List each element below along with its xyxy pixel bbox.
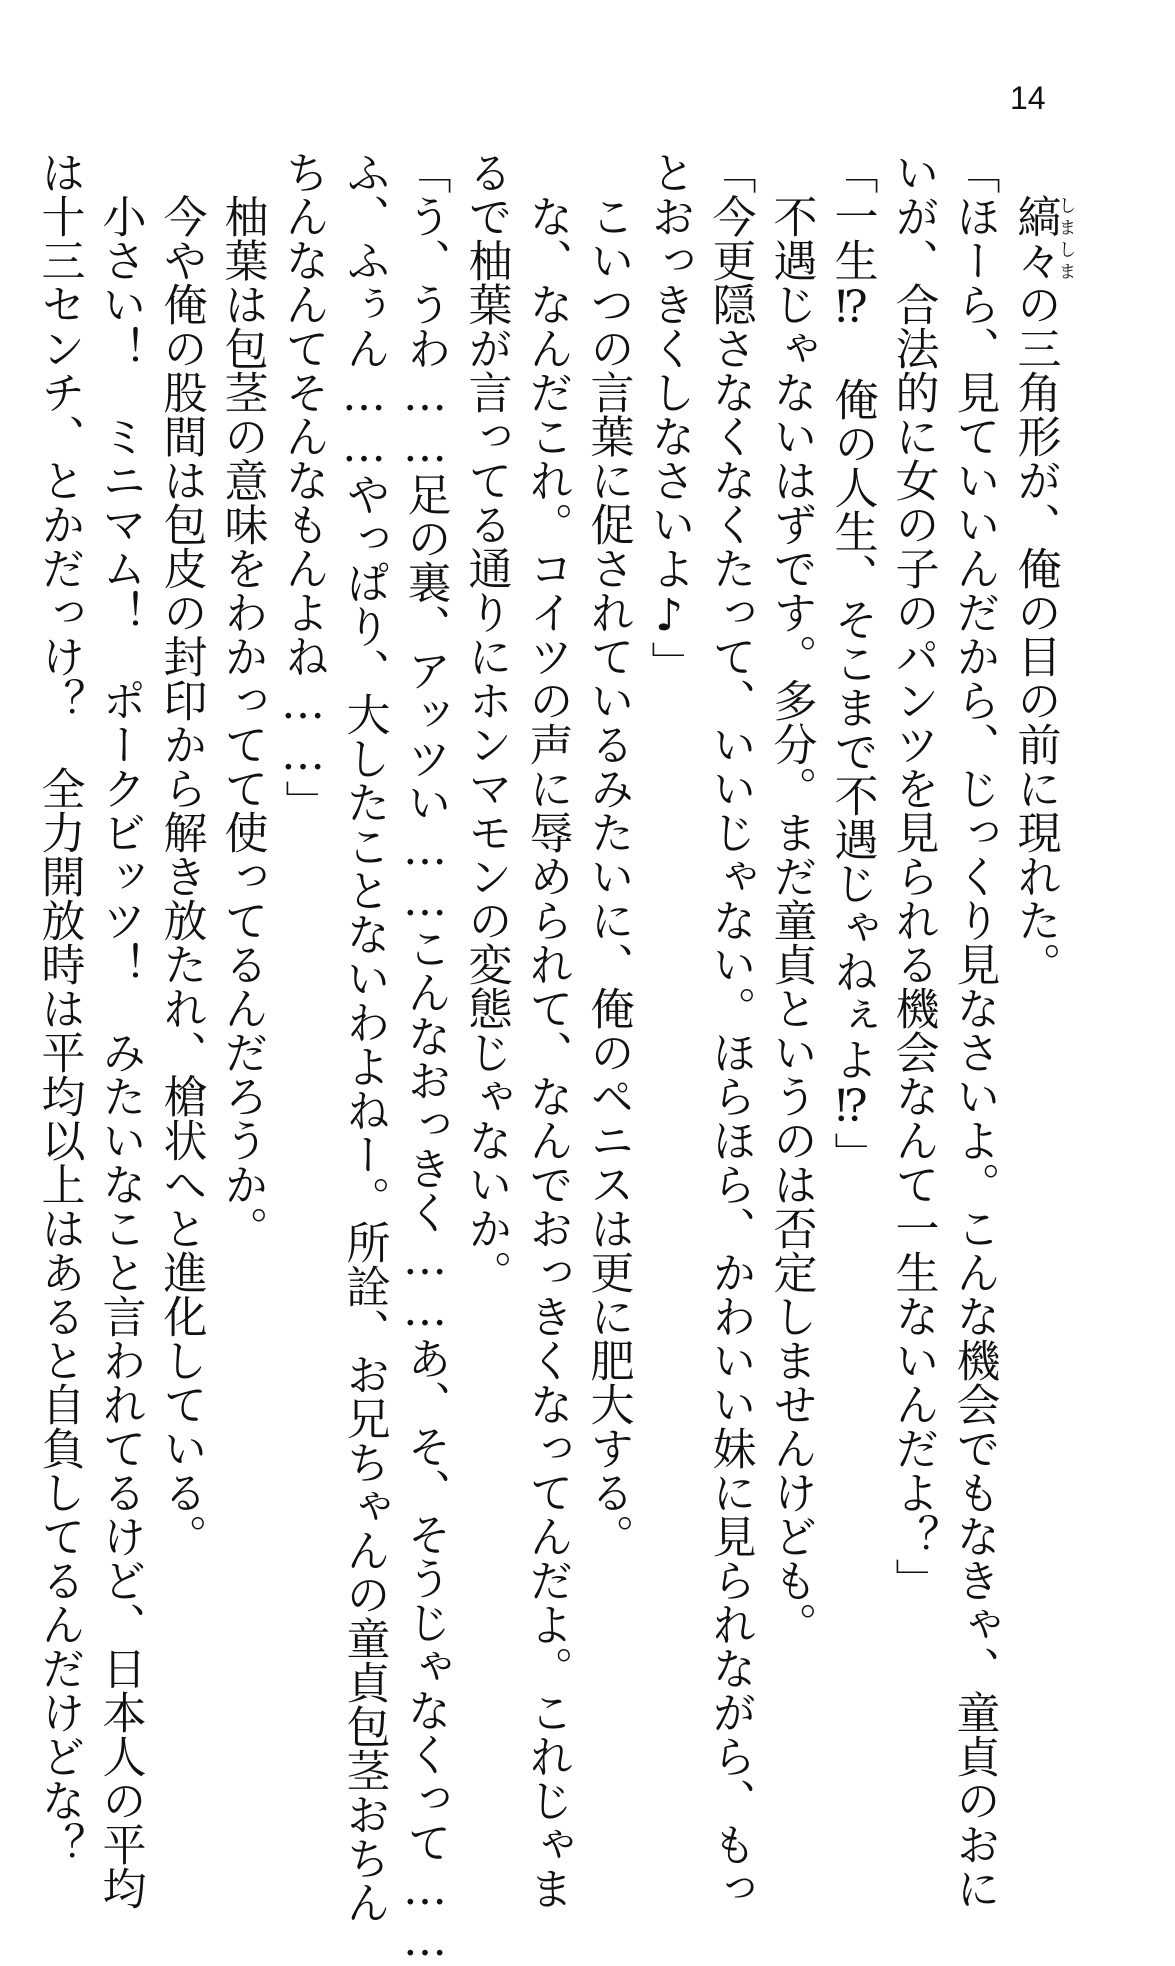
text-line-5: 不遇じゃないはずです。多分。まだ童貞というのは否定しませんけども。 [765,150,817,1646]
page-number: 14 [1010,80,1046,116]
text-line-1-rest: の三角形が、俺の目の前に現れた。 [1009,282,1061,986]
text-line-16: 小さい！ ミニマム！ ポークビッツ！ みたいなこと言われてるけど、日本人の平均 [94,150,146,1910]
ruby-base: 縞々 [1009,194,1061,282]
text-line-9: な、なんだこれ。コイツの声に辱められて、なんでおっきくなってんだよ。これじゃま [521,150,573,1910]
text-line-2: 「ほーら、見ていいんだから、じっくり見なさいよ。こんな機会でもなきゃ、童貞のおに [948,150,1000,1910]
ruby-word [1009,194,1077,282]
text-line-12: ふ、ふぅん……やっぱり、大したことないわよねー。所詮、お兄ちゃんの童貞包茎おちん [338,150,390,1924]
ruby-reading: しましま [1055,194,1077,282]
text-line-14: 柚葉は包茎の意味をわかってて使ってるんだろうか。 [216,150,268,1250]
text-line-3: いが、合法的に女の子のパンツを見られる機会なんて一生ないんだよ？」 [887,150,939,1602]
text-line-11: 「う、うわ……足の裏、アッツい……こんなおっきく……あ、そ、そうじゃなくって…… [399,150,451,1966]
text-line-13: ちんなんてそんなもんよね……」 [277,150,329,824]
text-line-17: は十三センチ、とかだっけ？ 全力開放時は平均以上はあると自負してるんだけどな？ [33,150,85,1866]
indent [1010,150,1061,194]
text-line-4: 「一生⁉ 俺の人生、そこまで不遇じゃねぇよ⁉」 [826,150,878,1176]
text-line-10: るで柚葉が言ってる通りにホンマモンの変態じゃないか。 [460,150,512,1294]
text-line-6: 「今更隠さなくなくたって、いいじゃない。ほらほら、かわいい妹に見られながら、もっ [704,150,756,1910]
text-line-15: 今や俺の股間は包皮の封印から解き放たれ、槍状へと進化している。 [155,150,207,1558]
text-line-8: こいつの言葉に促されているみたいに、俺のペニスは更に肥大する。 [582,150,634,1558]
vertical-text-body [29,150,1077,1966]
text-line-1 [1005,150,1076,1650]
text-line-7: とおっきくしなさいよ♪」 [643,150,695,685]
